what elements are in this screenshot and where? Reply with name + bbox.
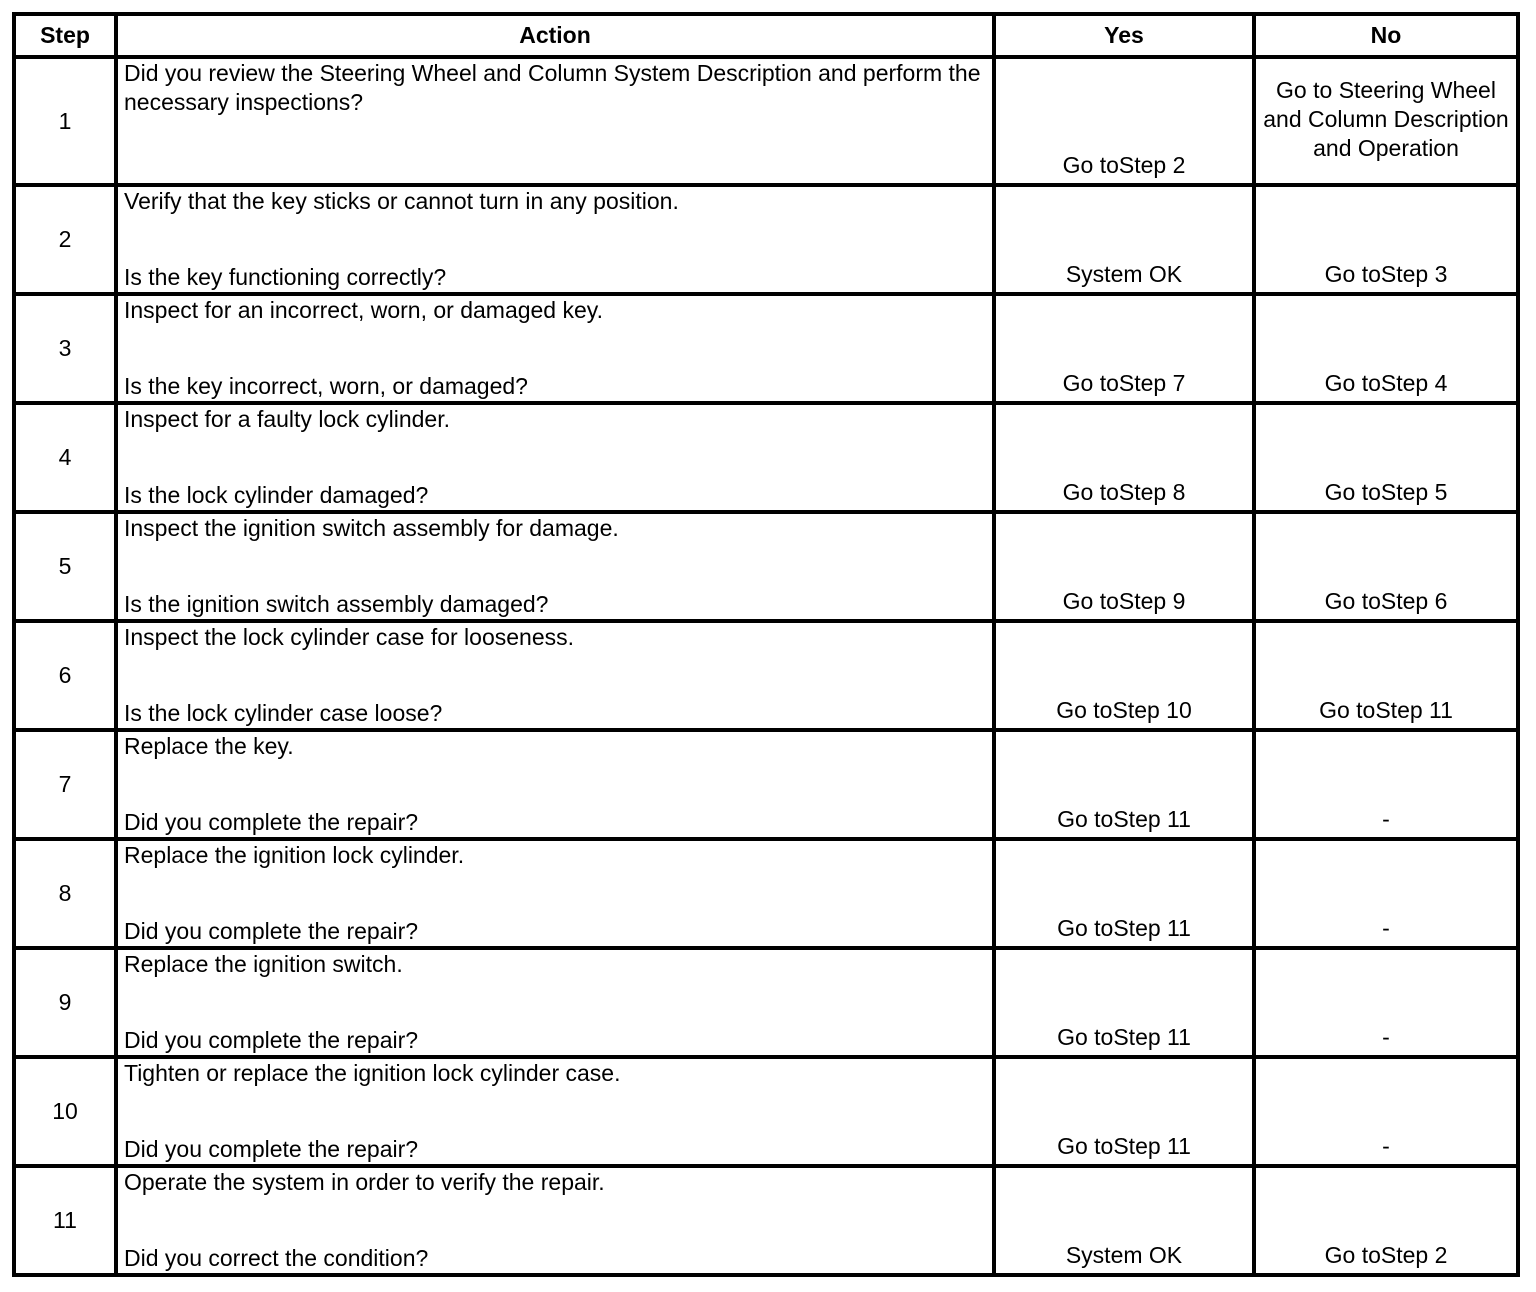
table-row — [14, 1057, 1518, 1166]
no-result: Go toStep 5 — [1254, 403, 1518, 512]
yes-result: Go toStep 11 — [994, 948, 1254, 1057]
action-question: Is the ignition switch assembly damaged? — [124, 591, 549, 617]
action-instruction: Tighten or replace the ignition lock cylinder case. — [124, 1060, 621, 1086]
action-cell — [116, 57, 994, 185]
step-number: 6 — [14, 621, 116, 730]
action-instruction: Inspect for an incorrect, worn, or damaged key. — [124, 297, 603, 323]
step-number: 7 — [14, 730, 116, 839]
action-cell — [116, 512, 994, 621]
table-row — [14, 294, 1518, 403]
yes-result: Go toStep 7 — [994, 294, 1254, 403]
table-row — [14, 839, 1518, 948]
step-number: 9 — [14, 948, 116, 1057]
no-result: Go toStep 11 — [1254, 621, 1518, 730]
action-instruction: Verify that the key sticks or cannot turn in any position. — [124, 188, 679, 214]
action-question: Did you complete the repair? — [124, 1027, 419, 1053]
table-row — [14, 621, 1518, 730]
action-instruction: Inspect the ignition switch assembly for damage. — [124, 515, 619, 541]
no-result: Go to Steering Wheel and Column Description and Operation — [1254, 57, 1518, 185]
header-step: Step — [14, 14, 116, 57]
action-cell — [116, 403, 994, 512]
action-question: Did you correct the condition? — [124, 1245, 429, 1271]
step-number: 3 — [14, 294, 116, 403]
table-row — [14, 403, 1518, 512]
action-cell — [116, 730, 994, 839]
yes-result: Go toStep 2 — [994, 57, 1254, 185]
step-number: 4 — [14, 403, 116, 512]
action-instruction: Replace the ignition lock cylinder. — [124, 842, 465, 868]
action-cell — [116, 621, 994, 730]
header-no: No — [1254, 14, 1518, 57]
table-row — [14, 948, 1518, 1057]
yes-result: Go toStep 11 — [994, 730, 1254, 839]
action-instruction: Did you review the Steering Wheel and Column System Description and perform the necessary inspections? — [124, 60, 981, 115]
action-instruction: Inspect the lock cylinder case for looseness. — [124, 624, 575, 650]
header-yes: Yes — [994, 14, 1254, 57]
table-row — [14, 57, 1518, 185]
action-question: Is the key incorrect, worn, or damaged? — [124, 373, 528, 399]
action-cell — [116, 948, 994, 1057]
action-question: Did you complete the repair? — [124, 809, 419, 835]
yes-result: System OK — [994, 1166, 1254, 1275]
action-instruction: Replace the key. — [124, 733, 294, 759]
no-result: - — [1254, 839, 1518, 948]
yes-result: Go toStep 10 — [994, 621, 1254, 730]
no-result: - — [1254, 730, 1518, 839]
action-question: Is the lock cylinder damaged? — [124, 482, 429, 508]
table-row — [14, 730, 1518, 839]
action-cell — [116, 839, 994, 948]
no-result: - — [1254, 948, 1518, 1057]
action-instruction: Operate the system in order to verify the repair. — [124, 1169, 605, 1195]
no-result: Go toStep 6 — [1254, 512, 1518, 621]
table-row — [14, 185, 1518, 294]
action-question: Did you complete the repair? — [124, 918, 419, 944]
header-row — [14, 14, 1518, 57]
table-body — [14, 57, 1518, 1275]
action-instruction: Inspect for a faulty lock cylinder. — [124, 406, 450, 432]
table-row — [14, 1166, 1518, 1275]
action-question: Did you complete the repair? — [124, 1136, 419, 1162]
yes-result: Go toStep 11 — [994, 1057, 1254, 1166]
action-cell — [116, 294, 994, 403]
table-row — [14, 512, 1518, 621]
step-number: 1 — [14, 57, 116, 185]
no-result: Go toStep 4 — [1254, 294, 1518, 403]
step-number: 11 — [14, 1166, 116, 1275]
action-question: Is the lock cylinder case loose? — [124, 700, 443, 726]
diagnostic-table — [12, 12, 1520, 1277]
no-result: Go toStep 2 — [1254, 1166, 1518, 1275]
step-number: 8 — [14, 839, 116, 948]
step-number: 2 — [14, 185, 116, 294]
action-cell — [116, 1166, 994, 1275]
yes-result: Go toStep 9 — [994, 512, 1254, 621]
yes-result: System OK — [994, 185, 1254, 294]
action-cell — [116, 185, 994, 294]
action-question: Is the key functioning correctly? — [124, 264, 447, 290]
yes-result: Go toStep 8 — [994, 403, 1254, 512]
yes-result: Go toStep 11 — [994, 839, 1254, 948]
action-cell — [116, 1057, 994, 1166]
no-result: Go toStep 3 — [1254, 185, 1518, 294]
step-number: 10 — [14, 1057, 116, 1166]
header-action: Action — [116, 14, 994, 57]
step-number: 5 — [14, 512, 116, 621]
no-result: - — [1254, 1057, 1518, 1166]
action-instruction: Replace the ignition switch. — [124, 951, 403, 977]
